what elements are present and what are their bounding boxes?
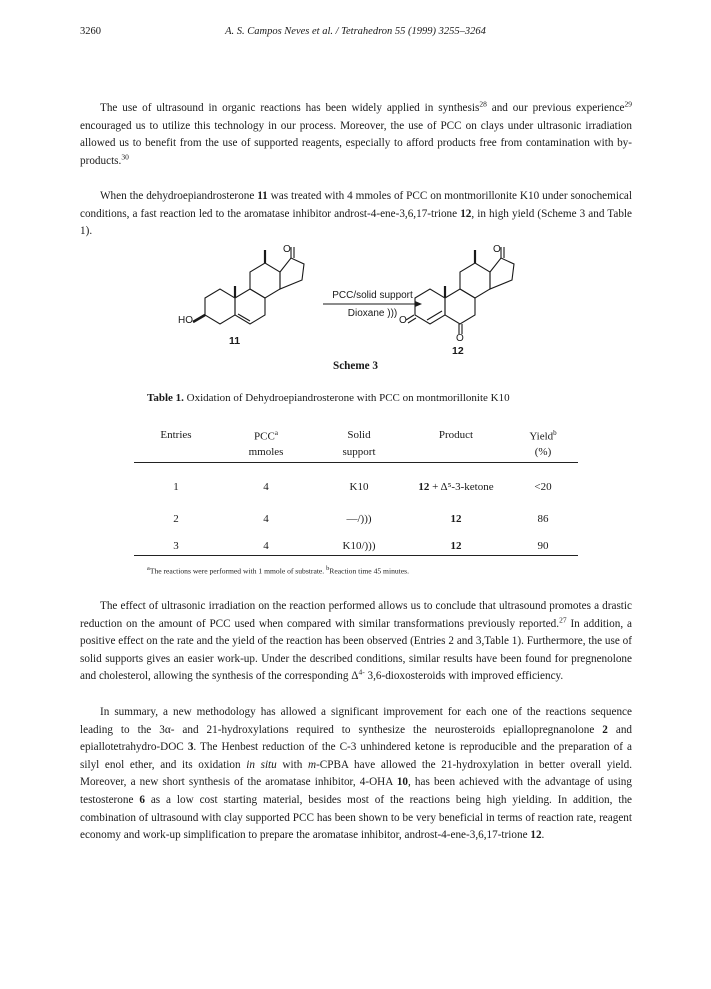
structure-11-ketone-o: O (283, 244, 291, 255)
compound-12-label: 12 (452, 345, 464, 357)
entry-cell: 3 (173, 540, 179, 552)
paragraph-ultrasound-effect: The effect of ultrasonic irradiation on the reaction performed allows us to conclude that ultrasound promotes a drastic reduction on the amount of PCC used when compared with similar transformations previously reported.$^{27}$ In addition, a positive effect on the rate and the yield of the reaction has been observed (Entries 2 and 3,Table 1). Furthermore, the use of solid supports gives an easier work-up. Under the described conditions, similar results have been found for pregnenolone and cholesterol, allowing the synthesis of the corresponding $\Delta^{4-}$ 3,6-dioxosteroids with improved efficiency. (80, 600, 632, 683)
table-title: Table 1. Oxidation of Dehydroepiandrosterone with PCC on montmorillonite K10 (147, 392, 510, 404)
entry-cell: 1 (173, 481, 179, 493)
product-cell: 12 (450, 540, 462, 552)
arrow-head-icon (415, 301, 422, 307)
structure-12-c3-o: O (399, 315, 407, 326)
solvent-label: Dioxane ))) (347, 308, 398, 319)
support-cell: K10/))) (342, 540, 376, 552)
col-header-pcc-unit: mmoles (248, 446, 284, 458)
yield-cell: <20 (534, 481, 552, 493)
support-cell: K10 (349, 481, 369, 493)
running-head: A. S. Campos Neves et al. / Tetrahedron 55 (1999) 3255–3264 (225, 26, 486, 37)
col-header-entries: Entries (160, 429, 192, 441)
yield-cell: 90 (537, 540, 549, 552)
pcc-cell: 4 (263, 481, 269, 493)
structure-12-ketone-o: O (493, 244, 501, 255)
table-header-rule (134, 462, 578, 463)
structure-12-c6-o: O (456, 333, 464, 344)
pcc-cell: 4 (263, 540, 269, 552)
yield-cell: 86 (537, 513, 549, 525)
col-header-yield: Yield$^b$ (529, 429, 557, 443)
pcc-cell: 4 (263, 513, 269, 525)
product-cell: 12 (450, 513, 462, 525)
col-header-pcc: PCC$^a$ (254, 429, 278, 443)
page-number: 3260 (80, 26, 101, 37)
col-header-product: Product (438, 429, 474, 441)
col-header-support: support (342, 446, 376, 458)
ho-label: HO (178, 315, 193, 326)
reagent-label: PCC/solid support (332, 290, 413, 301)
paragraph-dhea-oxidation: When the dehydroepiandrosterone 11 was treated with 4 mmoles of PCC on montmorillonite K10 under sonochemical conditions, a fast reaction led to the aromatase inhibitor androst-4-ene-3,6,17-trione 12, in high yield (Scheme 3 and Table 1). (80, 190, 632, 238)
structure-11 (193, 247, 304, 324)
table-footnote: $^a$The reactions were performed with 1 mmole of substrate. $^b$Reaction time 45 minutes. (147, 565, 410, 576)
entry-cell: 2 (173, 513, 179, 525)
support-cell: —/))) (346, 513, 372, 525)
paragraph-ultrasound-intro: The use of ultrasound in organic reactions has been widely applied in synthesis$^{28}$ and our previous experience$^{29}$ encouraged us to utilize this technology in our process. Moreover, the use of PCC on clays under ultrasonic irradiation allowed us to benefit from the use of supported reagents, especially to afford products free from contamination with by-products.$^{30}$ (80, 99, 632, 167)
scheme-caption: Scheme 3 (332, 360, 379, 372)
structure-12 (406, 247, 514, 334)
paragraph-summary: In summary, a new methodology has allowed a significant improvement for each one of the reactions sequence leading to the 3α- and 21-hydroxylations required to synthesize the neurosteroids epiallopregnanolone 2 and epiallotetrahydro-DOC 3. The Henbest reduction of the C-3 unhindered ketone is reproducible and the preparation of a silyl enol ether, and its oxidation in situ with m-CPBA have allowed the 21-hydroxylation in better overall yield. Moreover, a new short synthesis of the aromatase inhibitor, 4-OHA 10, has been achieved with the advantage of using testosterone 6 as a low cost starting material, besides most of the reactions being high yielding. In addition, the combination of ultrasound with clay supported PCC has been shown to be very beneficial in terms of reaction rate, reagent economy and work-up simplification to prepare the aromatase inhibitor, androst-4-ene-3,6,17-trione 12. (80, 706, 633, 842)
col-header-solid: Solid (347, 429, 371, 441)
product-cell: 12 + Δ⁵-3-ketone (418, 481, 494, 493)
col-header-yield-unit: (%) (534, 446, 552, 458)
compound-11-label: 11 (229, 335, 241, 347)
table-bottom-rule (134, 555, 578, 556)
